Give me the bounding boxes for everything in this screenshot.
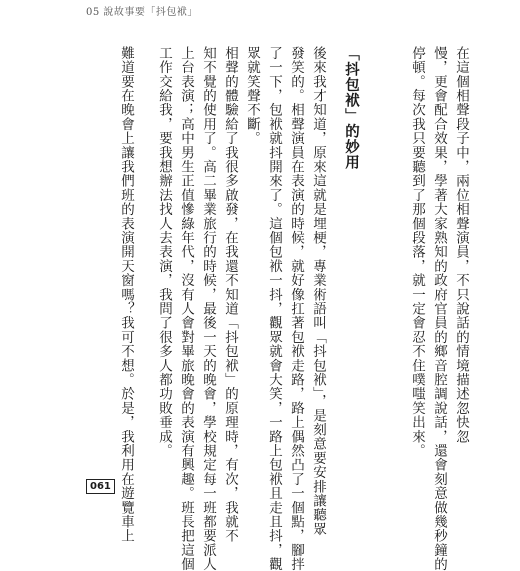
paragraph-column: 後來我才知道，原來這就是埋梗，專業術語叫「抖包袱」，是刻意要安排讓聽眾: [310, 46, 326, 537]
paragraph-column: 慢，更會配合效果，學著大家熟知的政府官員的鄉音腔調說話，還會刻意做幾秒鐘的: [431, 46, 447, 571]
page-number: 061: [86, 479, 115, 494]
paragraph-column: 在這個相聲段子中，兩位相聲演員，不只說話的情境描述忽快忽: [453, 46, 469, 444]
paragraph-column: 了一下，包袱就抖開來了。這個包袱一抖，觀眾就會大笑，一路上包袱且走且抖，觀: [266, 46, 282, 571]
paragraph-column: 眾就笑聲不斷。: [244, 46, 260, 146]
section-heading: 「抖包袱」的妙用: [343, 46, 359, 170]
paragraph-column: 停頓。每次我只要聽到了那個段落，就一定會忍不住噗嗤笑出來。: [409, 46, 425, 458]
paragraph-column: 發笑的。相聲演員在表演的時候，就好像扛著包袱走路，路上偶然凸了一個點，腳拌: [288, 46, 304, 571]
paragraph-column: 上台表演；高中男生正值慘綠年代，沒有人會對畢旅晚會的表演有興趣。班長把這個: [178, 46, 194, 571]
paragraph-column: 難道要在晚會上讓我們班的表演開天窗嗎？我可不想。於是，我利用在遊覽車上: [118, 46, 134, 543]
running-header: 05 說故事要「抖包袱」: [86, 7, 198, 18]
paragraph-column: 工作交給我，要我想辦法找人去表演，我問了很多人都功敗垂成。: [156, 46, 172, 458]
paragraph-column: 知不覺的使用了。高二畢業旅行的時候，最後一天的晚會，學校規定每一班都要派人: [200, 46, 216, 571]
paragraph-column: 相聲的體驗給了我很多啟發，在我還不知道「抖包袱」的原理時，有次，我就不: [222, 46, 238, 543]
